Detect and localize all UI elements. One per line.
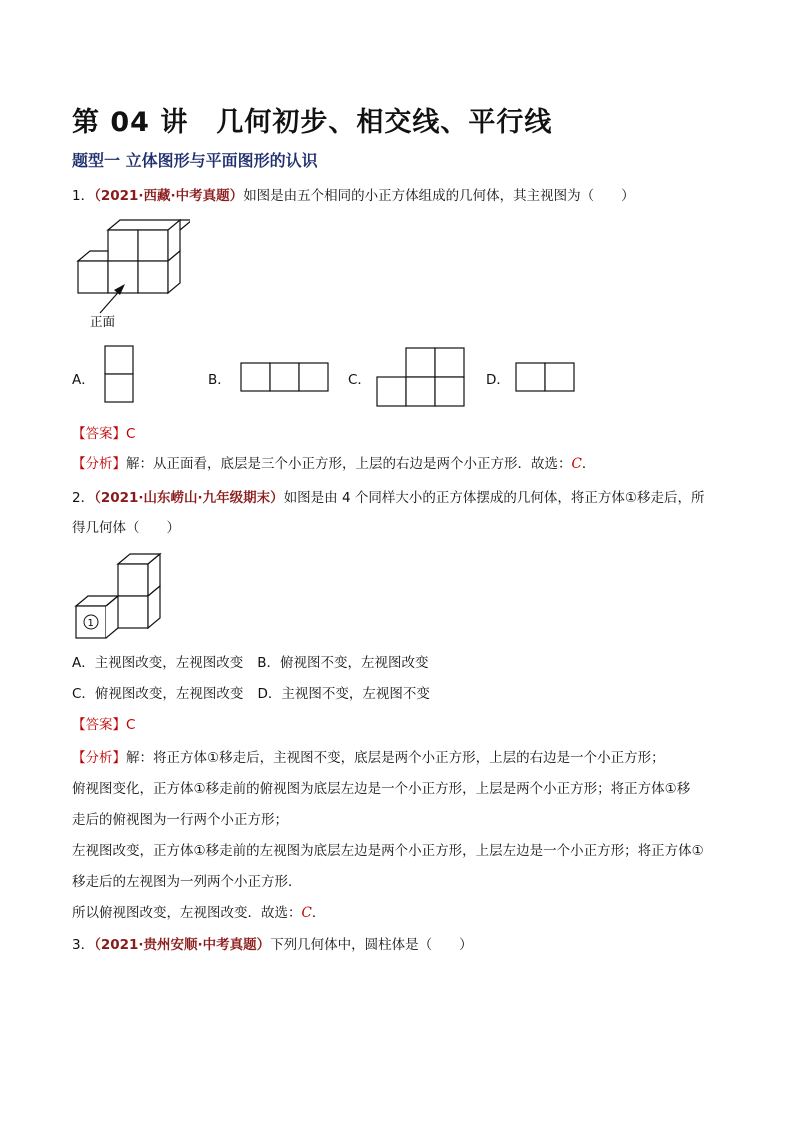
page-title: 第 04 讲 几何初步、相交线、平行线 [72, 107, 553, 138]
q1-answer [72, 424, 135, 444]
q3-source: （2021·贵州安顺·中考真题） [94, 937, 271, 953]
answer-label: 【答案】 [72, 426, 126, 442]
q2-option-d[interactable]: D．主视图不变，左视图不变 [257, 686, 430, 702]
analysis-choice: C [301, 905, 312, 921]
analysis-text: 所以俯视图改变，左视图改变．故选： [72, 905, 302, 921]
analysis-choice: C [571, 456, 582, 472]
section-heading: 题型一 立体图形与平面图形的认识 [72, 151, 318, 170]
q1-cubes [78, 220, 190, 293]
analysis-text: 解：将正方体①移走后，主视图不变，底层是两个小正方形，上层的右边是一个小正方形； [126, 750, 665, 766]
analysis-end: ． [311, 905, 326, 921]
q2-analysis-line4: 左视图改变，正方体①移走前的左视图为底层左边是两个小正方形，上层左边是一个小正方形；将正方体① [72, 843, 704, 859]
q2-number: 2． [72, 490, 95, 506]
q1-option-c-label[interactable]: C． [348, 372, 371, 388]
cube-1-mark: 1 [87, 618, 94, 629]
q2-analysis-line3: 走后的俯视图为一行两个小正方形； [72, 812, 288, 828]
q2-option-b[interactable]: B．俯视图不变，左视图改变 [257, 655, 429, 671]
q1-analysis [72, 454, 595, 474]
q2-options-row2 [72, 684, 430, 704]
answer-value: C [126, 717, 136, 733]
q1-option-c-figure[interactable] [376, 347, 466, 409]
q2-stem-cont: 得几何体（ ） [72, 520, 180, 536]
q2-option-a[interactable]: A．主视图改变，左视图改变 [72, 655, 244, 671]
q1-option-d-figure[interactable] [515, 362, 577, 394]
q2-analysis-line1 [72, 748, 665, 768]
q1-number: 1． [72, 188, 95, 204]
answer-label: 【答案】 [72, 717, 126, 733]
answer-value: C [126, 426, 136, 442]
q1-option-a-label[interactable]: A． [72, 372, 95, 388]
q2-figure [70, 550, 170, 640]
front-label: 正面 [90, 314, 116, 329]
q1-option-b-label[interactable]: B． [208, 372, 231, 388]
q3-text: 下列几何体中，圆柱体是（ ） [270, 937, 473, 953]
q2-option-c[interactable]: C．俯视图改变，左视图改变 [72, 686, 244, 702]
q3-stem [72, 935, 473, 955]
q1-stem [72, 186, 635, 206]
q2-source: （2021·山东崂山·九年级期末） [94, 490, 284, 506]
q1-figure [70, 218, 190, 333]
q3-number: 3． [72, 937, 95, 953]
q2-text: 如图是由 4 个同样大小的正方体摆成的几何体，将正方体①移走后，所 [283, 490, 705, 506]
q2-stem [72, 488, 704, 508]
q2-answer [72, 715, 135, 735]
q1-source: （2021·西藏·中考真题） [94, 188, 244, 204]
analysis-text: 解：从正面看，底层是三个小正方形，上层的右边是两个小正方形．故选： [126, 456, 572, 472]
q2-analysis-line2: 俯视图变化，正方体①移走前的俯视图为底层左边是一个小正方形，上层是两个小正方形；将正方体①移 [72, 781, 691, 797]
q2-analysis-line5: 移走后的左视图为一列两个小正方形． [72, 874, 302, 890]
analysis-label: 【分析】 [72, 750, 126, 766]
analysis-label: 【分析】 [72, 456, 126, 472]
q2-options-row1 [72, 653, 429, 673]
q2-analysis-line6 [72, 903, 325, 923]
analysis-end: ． [581, 456, 596, 472]
q1-option-b-figure[interactable] [240, 362, 330, 394]
q1-text: 如图是由五个相同的小正方体组成的几何体，其主视图为（ ） [243, 188, 635, 204]
q1-option-a-figure[interactable] [104, 345, 136, 405]
q1-option-d-label[interactable]: D． [486, 372, 510, 388]
